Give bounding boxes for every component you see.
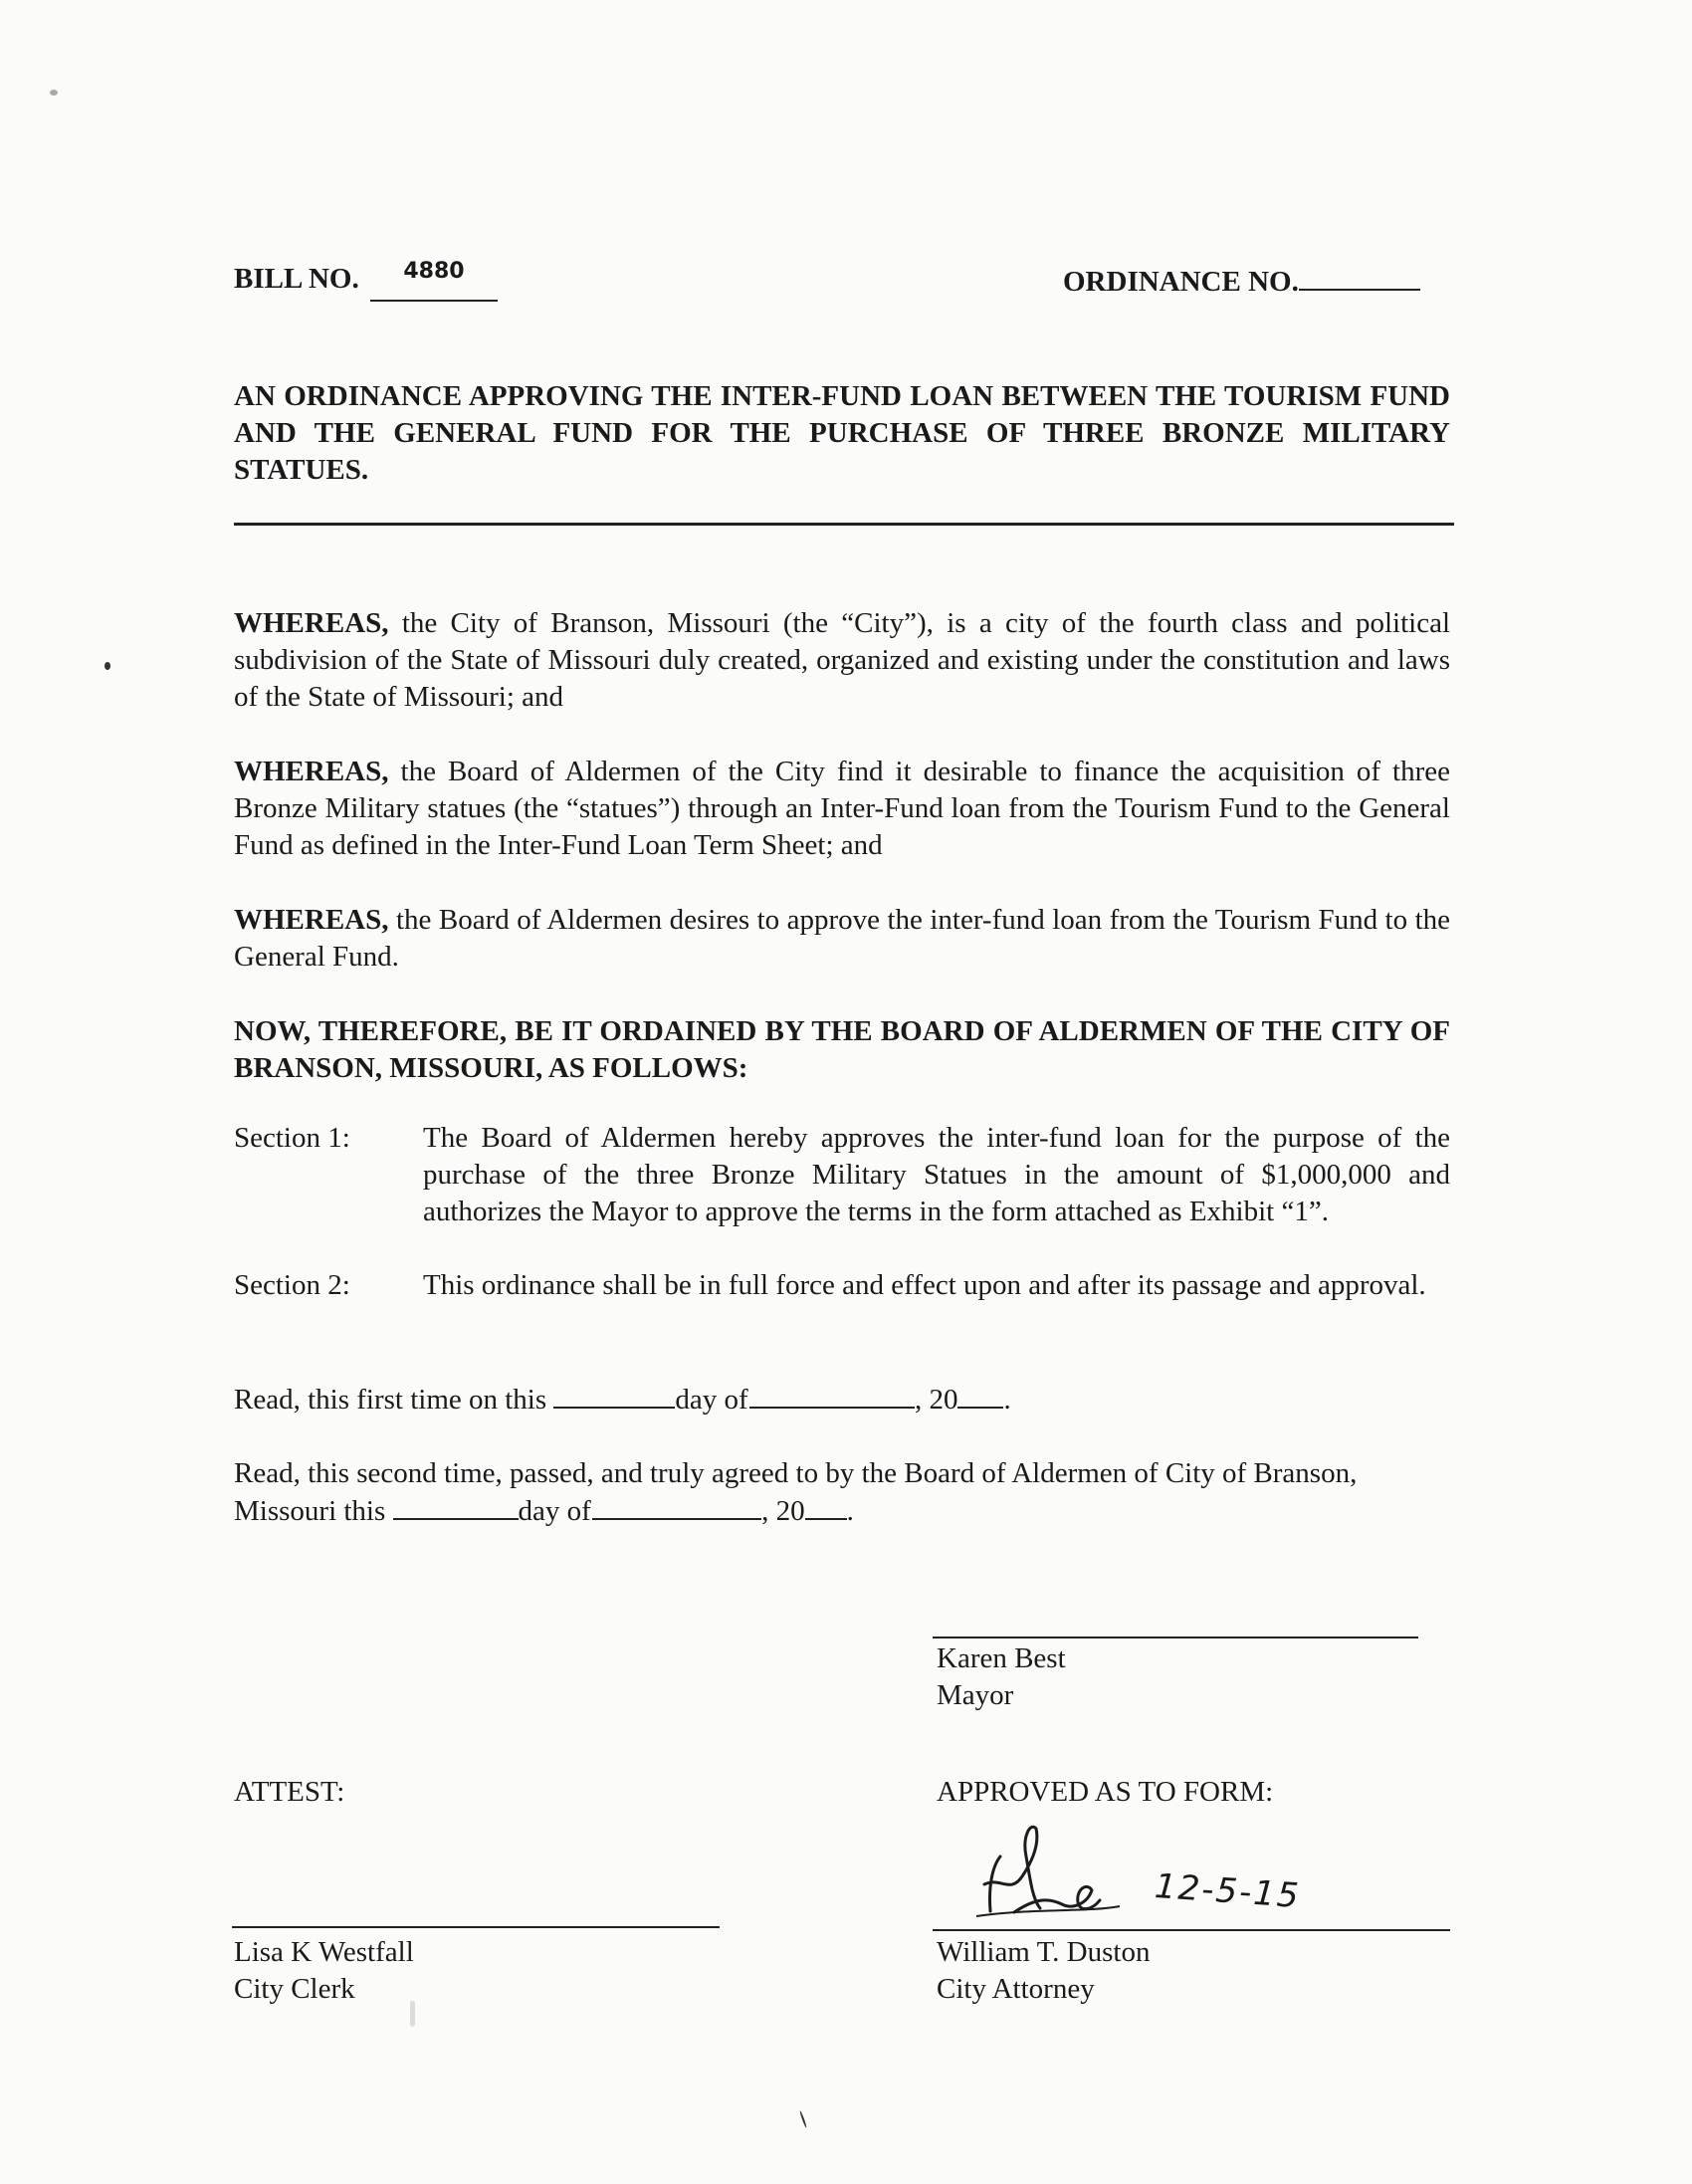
scan-speck (50, 90, 58, 96)
second-reading-dayof: day of (518, 1495, 591, 1527)
first-reading-month-blank (749, 1381, 915, 1409)
second-reading-text: Missouri this (234, 1495, 386, 1527)
ordinance-label: ORDINANCE NO. (1063, 266, 1299, 298)
approved-as-to-form-label: APPROVED AS TO FORM: (937, 1776, 1274, 1808)
scan-speck (105, 662, 110, 670)
attorney-signature-date: 12-5-15 (1153, 1865, 1302, 1917)
bill-number-line (234, 261, 498, 302)
whereas-lead: WHEREAS, (234, 904, 389, 936)
first-reading-year-blank (957, 1381, 1003, 1409)
title-divider (234, 523, 1454, 526)
section-2-label: Section 2: (234, 1269, 350, 1301)
scan-speck (799, 2110, 807, 2128)
second-reading-month-blank (592, 1492, 761, 1520)
ordained-clause: NOW, THEREFORE, BE IT ORDAINED BY THE BOARD OF ALDERMEN OF THE CITY OF BRANSON, MISSOURI, AS FOLLOWS: (234, 1015, 1450, 1084)
second-reading-line-2 (234, 1492, 854, 1530)
mayor-name: Karen Best (937, 1642, 1066, 1674)
ordinance-number-line (1063, 263, 1420, 301)
first-reading-day-blank (553, 1381, 675, 1409)
bill-label: BILL NO. (234, 263, 359, 295)
bill-number-value: 4880 (403, 259, 465, 284)
attest-label: ATTEST: (234, 1776, 345, 1808)
section-1-label: Section 1: (234, 1122, 350, 1154)
whereas-text: the Board of Aldermen desires to approve the inter-fund loan from the Tourism Fund to the General Fund. (234, 904, 1450, 973)
whereas-paragraph-3 (234, 902, 1450, 976)
whereas-text: the City of Branson, Missouri (the “City”), is a city of the fourth class and political subdivision of the State of Missouri duly created, organized and existing under the constitution and laws of the State of Missouri; and (234, 607, 1451, 713)
bill-number-blank (370, 261, 498, 302)
clerk-signature-line (232, 1926, 720, 1928)
second-reading-year: , 20 (761, 1495, 805, 1527)
attorney-title: City Attorney (937, 1973, 1095, 2005)
first-reading-line (234, 1381, 1011, 1419)
second-reading-day-blank (393, 1492, 519, 1520)
second-reading-year-blank (805, 1492, 847, 1520)
whereas-paragraph-2 (234, 754, 1450, 864)
first-reading-period: . (1003, 1384, 1011, 1416)
scan-speck (410, 2001, 415, 2027)
attorney-signature-line (933, 1929, 1450, 1931)
whereas-text: the Board of Aldermen of the City find it desirable to finance the acquisition of three Bronze Military statues (the “statues”) through an Inter-Fund loan from the Tourism Fund to the General Fund as defined in the Inter-Fund Loan Term Sheet; and (234, 756, 1451, 861)
second-reading-period: . (846, 1495, 854, 1527)
whereas-lead: WHEREAS, (234, 756, 389, 787)
first-reading-year: , 20 (914, 1384, 958, 1416)
mayor-signature-line (933, 1637, 1418, 1638)
ordinance-title: AN ORDINANCE APPROVING THE INTER-FUND LOAN BETWEEN THE TOURISM FUND AND THE GENERAL FUND FOR THE PURCHASE OF THREE BRONZE MILITARY STATUES. (234, 380, 1450, 486)
section-2-text: This ordinance shall be in full force and effect upon and after its passage and approval. (423, 1269, 1426, 1301)
ordinance-number-blank (1299, 263, 1420, 291)
first-reading-dayof: day of (675, 1384, 748, 1416)
attorney-name: William T. Duston (937, 1936, 1151, 1968)
first-reading-text: Read, this first time on this (234, 1384, 547, 1416)
second-reading-line-1: Read, this second time, passed, and truly agreed to by the Board of Aldermen of City of Branson, (234, 1457, 1358, 1489)
clerk-title: City Clerk (234, 1973, 355, 2005)
whereas-paragraph-1 (234, 605, 1450, 716)
clerk-name: Lisa K Westfall (234, 1936, 414, 1968)
mayor-title: Mayor (937, 1679, 1014, 1711)
whereas-lead: WHEREAS, (234, 607, 389, 639)
section-1-text: The Board of Aldermen hereby approves the inter-fund loan for the purpose of the purchase of the three Bronze Military Statues in the amount of $1,000,000 and authorizes the Mayor to approve the terms in the form attached as Exhibit “1”. (423, 1122, 1450, 1227)
